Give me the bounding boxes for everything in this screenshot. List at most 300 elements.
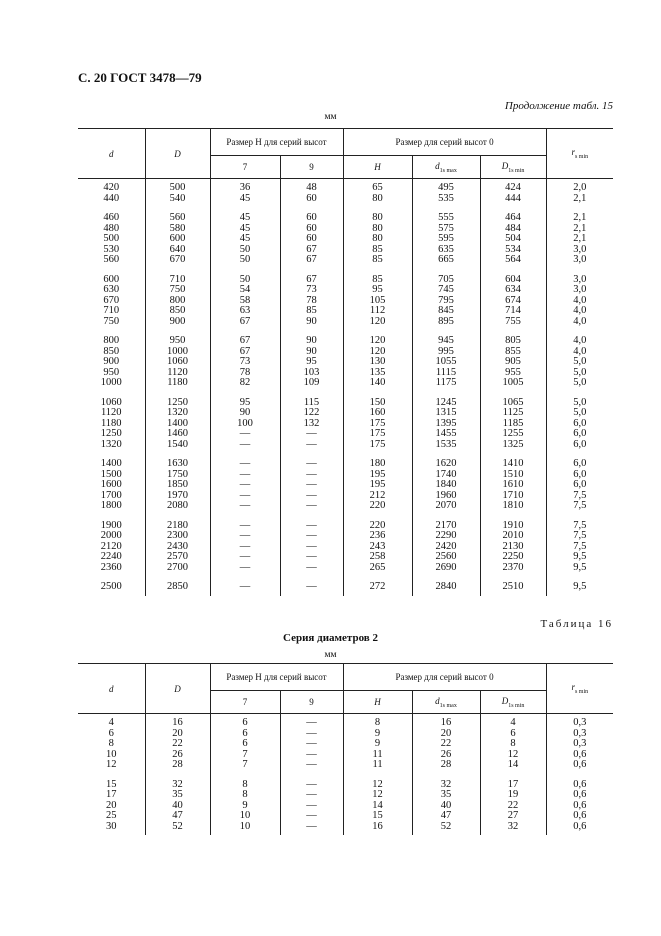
cell-D: 1400 [145, 419, 210, 430]
cell-D: 1460 [145, 429, 210, 440]
table-row [78, 419, 613, 430]
cell-d: 1320 [78, 440, 145, 451]
cell-D1s: 564 [480, 255, 546, 266]
cell-h7: — [210, 501, 280, 512]
cell-D1s: 905 [480, 357, 546, 368]
cell-H: 135 [343, 368, 412, 379]
cell-D: 47 [145, 811, 210, 822]
cell-rs: 9,5 [546, 563, 613, 574]
cell-D1s: 1810 [480, 501, 546, 512]
cell-rs: 7,5 [546, 491, 613, 502]
col-header-D1s: $D_{1s min}$ [480, 156, 546, 179]
continuation-label: Продолжение табл. 15 [504, 100, 613, 112]
cell-d1s: 1535 [412, 440, 480, 451]
cell-rs: 6,0 [546, 470, 613, 481]
page-header: С. 20 ГОСТ 3478—79 [78, 70, 202, 85]
table-title: Серия диаметров 2 [283, 632, 378, 644]
table-row [78, 729, 613, 740]
col-header-d1s: $d_{1s max}$ [412, 691, 480, 714]
cell-d: 1700 [78, 491, 145, 502]
cell-d1s: 2170 [412, 521, 480, 532]
table-row [78, 398, 613, 409]
cell-D1s: 674 [480, 296, 546, 307]
cell-D: 580 [145, 224, 210, 235]
cell-h7: 50 [210, 275, 280, 286]
cell-h9: 67 [280, 255, 343, 266]
cell-d1s: 705 [412, 275, 480, 286]
cell-H: 12 [343, 790, 412, 801]
cell-d1s: 1175 [412, 378, 480, 389]
cell-D1s: 2130 [480, 542, 546, 553]
table-row [78, 317, 613, 328]
cell-h7: 10 [210, 822, 280, 836]
cell-rs: 3,0 [546, 245, 613, 256]
col-header-h-group: Размер H для серий высот [210, 129, 343, 156]
cell-rs: 0,6 [546, 760, 613, 771]
cell-h9: — [280, 582, 343, 596]
table-row [78, 357, 613, 368]
cell-d: 950 [78, 368, 145, 379]
cell-h7: 50 [210, 255, 280, 266]
cell-D: 35 [145, 790, 210, 801]
cell-d: 630 [78, 285, 145, 296]
cell-h9: — [280, 714, 343, 729]
cell-D: 28 [145, 760, 210, 771]
cell-H: 150 [343, 398, 412, 409]
group-spacer [78, 204, 613, 213]
cell-d1s: 535 [412, 194, 480, 205]
cell-d1s: 40 [412, 801, 480, 812]
cell-d1s: 995 [412, 347, 480, 358]
cell-h9: 73 [280, 285, 343, 296]
cell-h9: 103 [280, 368, 343, 379]
col-header-D: D [145, 664, 210, 714]
cell-D: 670 [145, 255, 210, 266]
cell-rs: 7,5 [546, 501, 613, 512]
cell-d1s: 2560 [412, 552, 480, 563]
cell-D: 32 [145, 780, 210, 791]
cell-D1s: 32 [480, 822, 546, 836]
cell-D: 560 [145, 213, 210, 224]
cell-D: 2430 [145, 542, 210, 553]
cell-rs: 4,0 [546, 336, 613, 347]
cell-D1s: 1065 [480, 398, 546, 409]
cell-d1s: 1620 [412, 459, 480, 470]
cell-D1s: 1410 [480, 459, 546, 470]
cell-h7: 36 [210, 179, 280, 194]
cell-H: 65 [343, 179, 412, 194]
cell-h7: — [210, 542, 280, 553]
cell-H: 120 [343, 347, 412, 358]
cell-rs: 0,3 [546, 739, 613, 750]
cell-H: 85 [343, 275, 412, 286]
cell-h7: 50 [210, 245, 280, 256]
cell-d: 25 [78, 811, 145, 822]
cell-d1s: 1245 [412, 398, 480, 409]
cell-D: 900 [145, 317, 210, 328]
cell-h7: 45 [210, 194, 280, 205]
cell-D1s: 1610 [480, 480, 546, 491]
cell-H: 95 [343, 285, 412, 296]
cell-H: 243 [343, 542, 412, 553]
table-row [78, 347, 613, 358]
cell-d1s: 575 [412, 224, 480, 235]
cell-h9: 132 [280, 419, 343, 430]
cell-D: 2570 [145, 552, 210, 563]
cell-D: 2080 [145, 501, 210, 512]
cell-H: 85 [343, 245, 412, 256]
cell-h7: 9 [210, 801, 280, 812]
cell-d: 420 [78, 179, 145, 194]
cell-D: 950 [145, 336, 210, 347]
cell-d: 710 [78, 306, 145, 317]
cell-D: 40 [145, 801, 210, 812]
cell-h7: 67 [210, 347, 280, 358]
cell-H: 220 [343, 501, 412, 512]
table-row [78, 542, 613, 553]
cell-rs: 2,1 [546, 213, 613, 224]
group-spacer [78, 771, 613, 780]
cell-d: 2120 [78, 542, 145, 553]
cell-D1s: 444 [480, 194, 546, 205]
cell-d: 1250 [78, 429, 145, 440]
cell-D1s: 464 [480, 213, 546, 224]
cell-d: 500 [78, 234, 145, 245]
table-15 [78, 128, 613, 596]
cell-D: 710 [145, 275, 210, 286]
table-row [78, 408, 613, 419]
cell-h9: 60 [280, 213, 343, 224]
cell-H: 80 [343, 224, 412, 235]
cell-H: 180 [343, 459, 412, 470]
cell-D: 1000 [145, 347, 210, 358]
cell-rs: 5,0 [546, 378, 613, 389]
cell-D: 500 [145, 179, 210, 194]
cell-h9: 90 [280, 347, 343, 358]
cell-h9: — [280, 429, 343, 440]
cell-d1s: 1740 [412, 470, 480, 481]
cell-rs: 0,6 [546, 750, 613, 761]
cell-rs: 4,0 [546, 296, 613, 307]
table-row [78, 760, 613, 771]
cell-rs: 5,0 [546, 357, 613, 368]
table-row [78, 224, 613, 235]
cell-d: 560 [78, 255, 145, 266]
col-header-D: D [145, 129, 210, 179]
cell-h7: 45 [210, 234, 280, 245]
col-header-d1s: $d_{1s max}$ [412, 156, 480, 179]
cell-D1s: 2010 [480, 531, 546, 542]
cell-D1s: 4 [480, 714, 546, 729]
cell-h7: 45 [210, 224, 280, 235]
cell-d1s: 1315 [412, 408, 480, 419]
cell-d1s: 26 [412, 750, 480, 761]
cell-h9: 90 [280, 336, 343, 347]
cell-D: 22 [145, 739, 210, 750]
col-header-h7: 7 [210, 691, 280, 714]
cell-D: 640 [145, 245, 210, 256]
cell-d1s: 20 [412, 729, 480, 740]
cell-h9: — [280, 459, 343, 470]
cell-d: 4 [78, 714, 145, 729]
cell-d: 900 [78, 357, 145, 368]
table15-unit: мм [324, 112, 337, 122]
table-16 [78, 663, 613, 835]
cell-rs: 4,0 [546, 317, 613, 328]
cell-d: 800 [78, 336, 145, 347]
cell-D: 850 [145, 306, 210, 317]
cell-rs: 5,0 [546, 408, 613, 419]
cell-H: 8 [343, 714, 412, 729]
cell-D: 2850 [145, 582, 210, 596]
cell-D1s: 504 [480, 234, 546, 245]
cell-D1s: 534 [480, 245, 546, 256]
cell-h9: — [280, 521, 343, 532]
cell-D1s: 17 [480, 780, 546, 791]
cell-D1s: 805 [480, 336, 546, 347]
table-row [78, 179, 613, 194]
cell-h7: 100 [210, 419, 280, 430]
cell-H: 175 [343, 440, 412, 451]
cell-D: 600 [145, 234, 210, 245]
cell-d: 20 [78, 801, 145, 812]
table-row [78, 470, 613, 481]
table-row [78, 213, 613, 224]
cell-h9: 109 [280, 378, 343, 389]
cell-D1s: 8 [480, 739, 546, 750]
cell-d: 2500 [78, 582, 145, 596]
cell-d1s: 845 [412, 306, 480, 317]
table-row [78, 750, 613, 761]
cell-h7: 63 [210, 306, 280, 317]
table-row [78, 531, 613, 542]
cell-h9: 48 [280, 179, 343, 194]
cell-H: 85 [343, 255, 412, 266]
group-spacer [78, 512, 613, 521]
cell-d: 17 [78, 790, 145, 801]
cell-d1s: 595 [412, 234, 480, 245]
table-row [78, 194, 613, 205]
cell-d: 1120 [78, 408, 145, 419]
cell-h7: 8 [210, 790, 280, 801]
table-row [78, 491, 613, 502]
cell-d1s: 745 [412, 285, 480, 296]
cell-d1s: 635 [412, 245, 480, 256]
cell-h7: — [210, 552, 280, 563]
cell-D: 2300 [145, 531, 210, 542]
col-header-H: H [343, 691, 412, 714]
cell-d: 1180 [78, 419, 145, 430]
table-row [78, 480, 613, 491]
cell-h7: 54 [210, 285, 280, 296]
cell-D: 1250 [145, 398, 210, 409]
cell-D: 2180 [145, 521, 210, 532]
cell-h7: — [210, 521, 280, 532]
table-row [78, 582, 613, 596]
table-row [78, 811, 613, 822]
cell-d: 1900 [78, 521, 145, 532]
cell-H: 220 [343, 521, 412, 532]
cell-rs: 0,3 [546, 729, 613, 740]
cell-d: 460 [78, 213, 145, 224]
cell-d1s: 895 [412, 317, 480, 328]
cell-h9: — [280, 801, 343, 812]
cell-h7: — [210, 563, 280, 574]
cell-h7: — [210, 459, 280, 470]
cell-h7: — [210, 480, 280, 491]
cell-H: 80 [343, 194, 412, 205]
table-row [78, 790, 613, 801]
cell-d: 600 [78, 275, 145, 286]
cell-rs: 2,0 [546, 179, 613, 194]
cell-H: 258 [343, 552, 412, 563]
cell-d1s: 32 [412, 780, 480, 791]
col-header-rs: $r_{s min}$ [546, 664, 613, 714]
cell-h7: — [210, 470, 280, 481]
cell-H: 16 [343, 822, 412, 836]
cell-h9: 67 [280, 275, 343, 286]
cell-d: 30 [78, 822, 145, 836]
cell-h7: 58 [210, 296, 280, 307]
cell-D1s: 12 [480, 750, 546, 761]
cell-d1s: 2070 [412, 501, 480, 512]
table-row [78, 245, 613, 256]
cell-D1s: 6 [480, 729, 546, 740]
cell-H: 80 [343, 234, 412, 245]
cell-H: 140 [343, 378, 412, 389]
cell-h7: 8 [210, 780, 280, 791]
cell-d: 1000 [78, 378, 145, 389]
cell-D1s: 1185 [480, 419, 546, 430]
cell-h7: — [210, 531, 280, 542]
cell-h7: 7 [210, 750, 280, 761]
cell-h7: — [210, 582, 280, 596]
table-row [78, 459, 613, 470]
cell-rs: 2,1 [546, 234, 613, 245]
col-header-h9: 9 [280, 156, 343, 179]
cell-D: 1850 [145, 480, 210, 491]
cell-h9: 60 [280, 224, 343, 235]
cell-d: 750 [78, 317, 145, 328]
col-header-D1s: $D_{1s min}$ [480, 691, 546, 714]
table-row [78, 801, 613, 812]
group-spacer [78, 573, 613, 582]
cell-rs: 9,5 [546, 582, 613, 596]
table16-unit: мм [324, 650, 337, 660]
table-row [78, 822, 613, 836]
cell-rs: 4,0 [546, 306, 613, 317]
cell-D: 52 [145, 822, 210, 836]
table-row [78, 368, 613, 379]
cell-H: 11 [343, 750, 412, 761]
cell-rs: 3,0 [546, 255, 613, 266]
cell-D1s: 19 [480, 790, 546, 801]
table-row [78, 501, 613, 512]
cell-H: 120 [343, 317, 412, 328]
cell-d: 670 [78, 296, 145, 307]
cell-D1s: 1510 [480, 470, 546, 481]
cell-h7: 82 [210, 378, 280, 389]
cell-h9: 78 [280, 296, 343, 307]
cell-H: 11 [343, 760, 412, 771]
cell-d: 12 [78, 760, 145, 771]
cell-d: 8 [78, 739, 145, 750]
cell-D1s: 14 [480, 760, 546, 771]
col-header-rs: $r_{s min}$ [546, 129, 613, 179]
cell-rs: 7,5 [546, 521, 613, 532]
cell-rs: 6,0 [546, 459, 613, 470]
cell-H: 14 [343, 801, 412, 812]
cell-D: 1320 [145, 408, 210, 419]
cell-H: 195 [343, 470, 412, 481]
table-row [78, 285, 613, 296]
cell-h7: 10 [210, 811, 280, 822]
cell-rs: 0,6 [546, 780, 613, 791]
cell-d: 1060 [78, 398, 145, 409]
cell-rs: 9,5 [546, 552, 613, 563]
cell-D1s: 604 [480, 275, 546, 286]
table16-body [78, 714, 613, 836]
cell-h9: 90 [280, 317, 343, 328]
cell-d: 2000 [78, 531, 145, 542]
cell-h7: 7 [210, 760, 280, 771]
cell-h9: 60 [280, 234, 343, 245]
cell-D1s: 484 [480, 224, 546, 235]
cell-H: 120 [343, 336, 412, 347]
cell-d1s: 35 [412, 790, 480, 801]
cell-D: 1540 [145, 440, 210, 451]
cell-h9: — [280, 750, 343, 761]
col-header-d: d [78, 664, 145, 714]
cell-D: 26 [145, 750, 210, 761]
cell-D1s: 2250 [480, 552, 546, 563]
cell-D1s: 22 [480, 801, 546, 812]
cell-h7: 67 [210, 336, 280, 347]
group-spacer [78, 327, 613, 336]
cell-D: 16 [145, 714, 210, 729]
group-spacer [78, 389, 613, 398]
cell-h9: — [280, 491, 343, 502]
table-row [78, 306, 613, 317]
cell-rs: 3,0 [546, 285, 613, 296]
cell-h7: 73 [210, 357, 280, 368]
table-row [78, 378, 613, 389]
cell-rs: 3,0 [546, 275, 613, 286]
cell-d1s: 795 [412, 296, 480, 307]
col-header-h9: 9 [280, 691, 343, 714]
cell-d1s: 1395 [412, 419, 480, 430]
cell-D1s: 1710 [480, 491, 546, 502]
cell-h7: 90 [210, 408, 280, 419]
cell-H: 236 [343, 531, 412, 542]
cell-h7: 45 [210, 213, 280, 224]
cell-d1s: 28 [412, 760, 480, 771]
cell-h9: — [280, 790, 343, 801]
cell-rs: 2,1 [546, 224, 613, 235]
cell-d1s: 1840 [412, 480, 480, 491]
cell-D1s: 634 [480, 285, 546, 296]
table-row [78, 552, 613, 563]
cell-D1s: 714 [480, 306, 546, 317]
cell-h7: 78 [210, 368, 280, 379]
cell-H: 212 [343, 491, 412, 502]
cell-D: 800 [145, 296, 210, 307]
cell-D: 1180 [145, 378, 210, 389]
cell-d: 850 [78, 347, 145, 358]
cell-d: 2360 [78, 563, 145, 574]
cell-rs: 0,6 [546, 801, 613, 812]
cell-D1s: 755 [480, 317, 546, 328]
